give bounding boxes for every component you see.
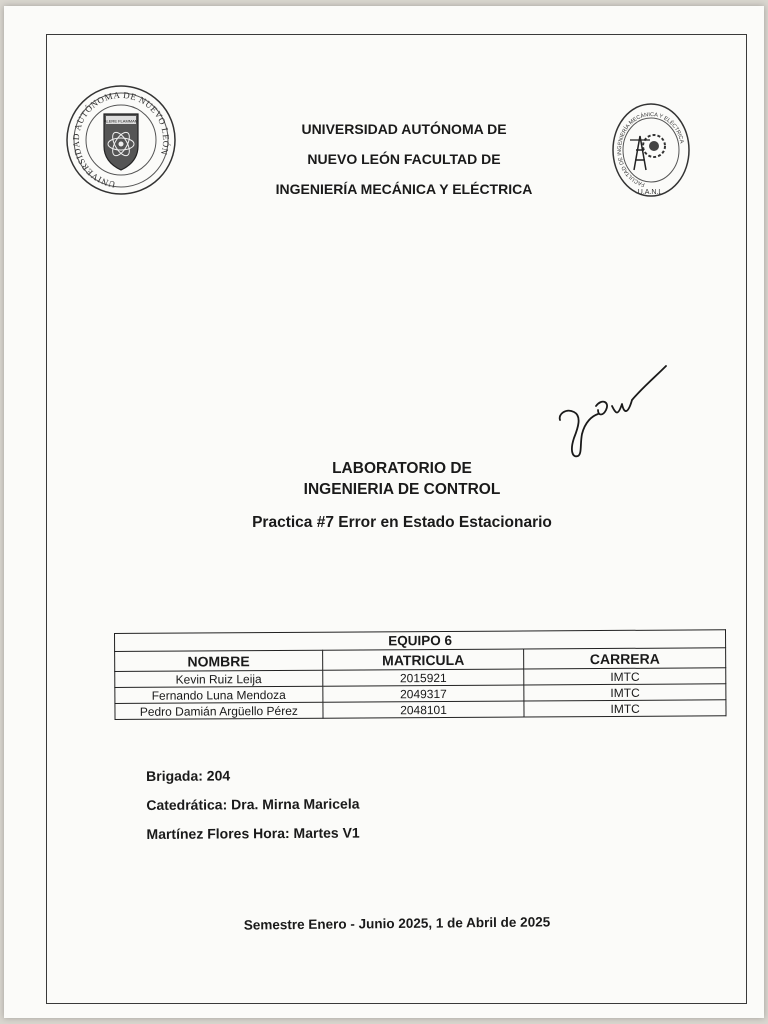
course-info [146, 760, 447, 849]
header-line-3: INGENIERÍA MECÁNICA Y ELÉCTRICA [275, 181, 533, 197]
svg-text:FACULTAD DE INGENIERÍA MECÁNIC: FACULTAD DE INGENIERÍA MECÁNICA Y ELÉCTRICA [616, 111, 685, 188]
lab-title-line-2: INGENIERIA DE CONTROL [303, 481, 501, 498]
student-name: Fernando Luna Mendoza [115, 686, 323, 703]
column-header-nombre: NOMBRE [115, 650, 323, 671]
student-name: Pedro Damián Argüello Pérez [115, 702, 323, 719]
team-title: EQUIPO 6 [115, 630, 726, 652]
fime-seal-icon [610, 100, 692, 202]
student-id: 2049317 [323, 685, 525, 702]
svg-text:UNIVERSIDAD AUTÓNOMA DE NUEVO: UNIVERSIDAD AUTÓNOMA DE NUEVO LEÓN [70, 89, 172, 190]
header-line-2: NUEVO LEÓN FACULTAD DE [307, 151, 501, 167]
svg-text:U.A.N.L.: U.A.N.L. [637, 189, 665, 196]
student-career: IMTC [524, 700, 726, 717]
student-career: IMTC [524, 668, 726, 685]
column-header-carrera: CARRERA [524, 648, 726, 669]
catedratica-text: Catedrática: Dra. Mirna Maricela [146, 795, 360, 813]
column-header-matricula: MATRICULA [322, 649, 524, 670]
university-header [234, 114, 574, 204]
student-career: IMTC [524, 684, 726, 701]
student-id: 2015921 [322, 669, 524, 686]
header-line-1: UNIVERSIDAD AUTÓNOMA DE [301, 121, 507, 137]
practice-title: Practica #7 Error en Estado Estacionario [252, 514, 552, 531]
lab-title-line-1: LABORATORIO DE [332, 460, 472, 477]
brigada-text: Brigada: 204 [146, 767, 231, 784]
semester-footer: Semestre Enero - Junio 2025, 1 de Abril de 2025 [243, 914, 551, 933]
uanl-seal-icon [62, 84, 180, 196]
student-id: 2048101 [323, 701, 525, 718]
svg-text:ALERE FLAMMAM: ALERE FLAMMAM [103, 118, 139, 124]
hora-text: Martínez Flores Hora: Martes V1 [146, 824, 360, 842]
team-table [114, 629, 727, 720]
table-row [115, 700, 726, 720]
lab-title [234, 458, 570, 500]
student-name: Kevin Ruiz Leija [115, 670, 323, 687]
document-page [4, 6, 764, 1018]
handwritten-signature-icon [552, 358, 674, 466]
